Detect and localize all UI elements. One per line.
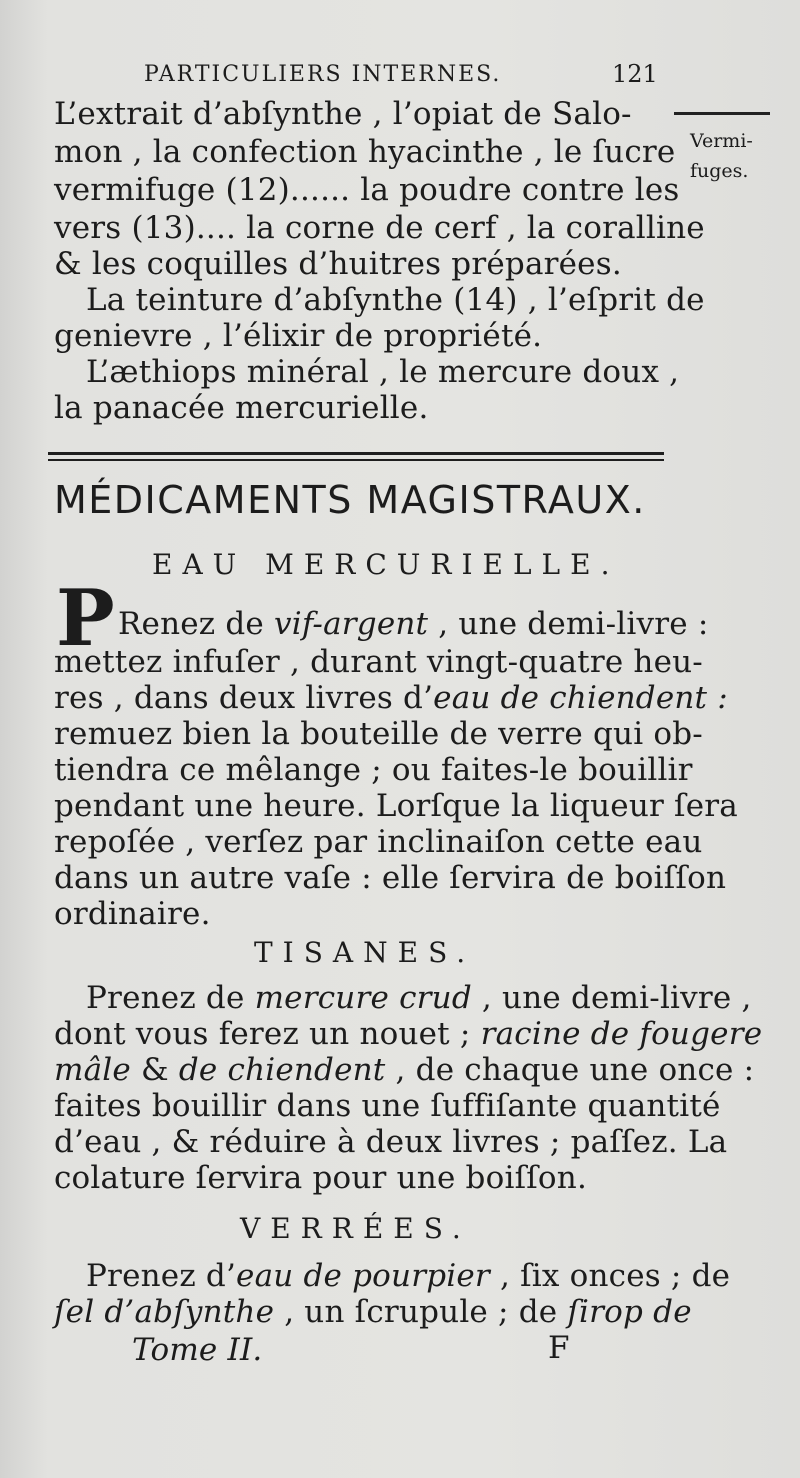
- body-line: ordinaire.: [54, 896, 211, 932]
- body-line: L’æthiops minéral , le mercure doux ,: [86, 354, 680, 390]
- tisanes-heading: TISANES.: [254, 936, 476, 969]
- body-line: La teinture d’abſynthe (14) , l’eſprit de: [86, 282, 705, 318]
- body-line: & les coquilles d’huitres préparées.: [54, 246, 622, 282]
- body-line: mon , la confection hyacinthe , le ſucre: [54, 134, 676, 170]
- body-line: faites bouillir dans une ſuffiſante quantité: [54, 1088, 721, 1124]
- page-number: 121: [612, 60, 658, 88]
- margin-note-line-2: fuges.: [690, 160, 749, 182]
- body-line: remuez bien la bouteille de verre qui ob-: [54, 716, 703, 752]
- verrees-heading: VERRÉES.: [240, 1212, 471, 1245]
- section-rule-lower: [48, 459, 664, 461]
- signature-mark: F: [548, 1330, 570, 1366]
- margin-note-line-1: Vermi-: [690, 130, 753, 152]
- body-line: pendant une heure. Lorſque la liqueur ſera: [54, 788, 738, 824]
- body-line: vers (13).... la corne de cerf , la coralline: [54, 210, 705, 246]
- body-line: mâle & de chiendent , de chaque une once :: [54, 1052, 755, 1088]
- body-line: dans un autre vaſe : elle ſervira de boiſſon: [54, 860, 727, 896]
- body-line: L’extrait d’abſynthe , l’opiat de Salo-: [54, 96, 632, 132]
- body-line: vermifuge (12)...... la poudre contre les: [54, 172, 680, 208]
- body-line: mettez infuſer , durant vingt-quatre heu-: [54, 644, 703, 680]
- body-line: colature ſervira pour une boiſſon.: [54, 1160, 588, 1196]
- body-line: dont vous ferez un nouet ; racine de fougere: [54, 1016, 763, 1052]
- margin-rule: [674, 112, 770, 115]
- body-line: Prenez d’eau de pourpier , ſix onces ; de: [86, 1258, 731, 1294]
- section-title: MÉDICAMENTS MAGISTRAUX.: [54, 478, 646, 522]
- body-line: d’eau , & réduire à deux livres ; paſſez. La: [54, 1124, 728, 1160]
- body-line: tiendra ce mêlange ; ou faites-le bouillir: [54, 752, 693, 788]
- body-line: la panacée mercurielle.: [54, 390, 429, 426]
- body-line: Renez de vif-argent , une demi-livre :: [118, 606, 709, 642]
- section-rule-upper: [48, 452, 664, 455]
- running-title: PARTICULIERS INTERNES.: [144, 62, 502, 87]
- body-line: res , dans deux livres d’eau de chiendent :: [54, 680, 728, 716]
- drop-cap: P: [56, 573, 115, 664]
- body-line: ſel d’abſynthe , un ſcrupule ; de ſirop de: [54, 1294, 692, 1330]
- body-line: genievre , l’élixir de propriété.: [54, 318, 543, 354]
- volume-marker: Tome II.: [132, 1332, 263, 1368]
- body-line: repoſée , verſez par inclinaiſon cette eau: [54, 824, 703, 860]
- eau-heading: EAU MERCURIELLE.: [152, 548, 620, 581]
- body-line: Prenez de mercure crud , une demi-livre ,: [86, 980, 752, 1016]
